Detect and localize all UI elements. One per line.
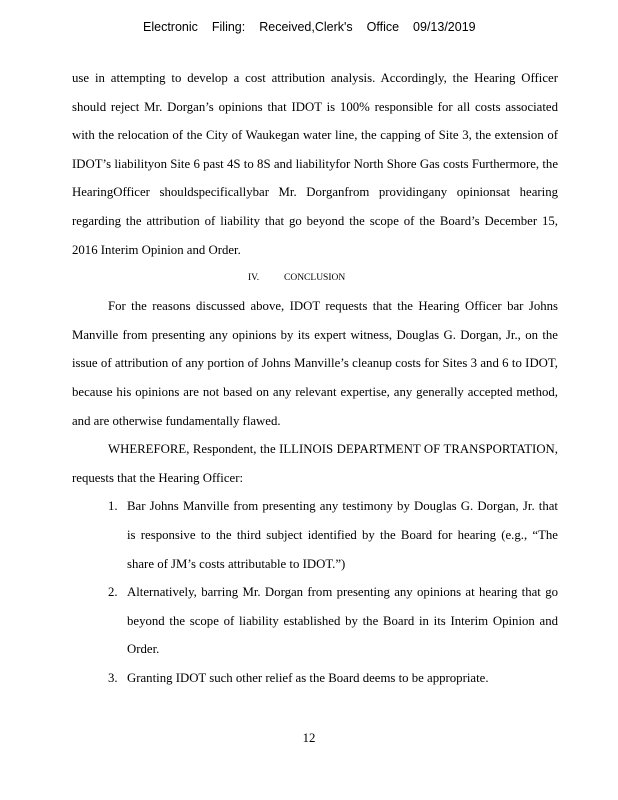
filing-stamp-header bbox=[143, 20, 476, 34]
page-number: 12 bbox=[302, 731, 316, 745]
request-marker: 2. bbox=[108, 585, 118, 600]
section-title: CONCLUSION bbox=[284, 273, 346, 284]
document-body bbox=[72, 64, 558, 692]
request-marker: 1. bbox=[108, 499, 118, 514]
request-marker: 3. bbox=[108, 670, 118, 685]
request-item bbox=[72, 492, 558, 578]
request-item bbox=[72, 578, 558, 664]
request-text: Alternatively, barring Mr. Dorgan from presenting any opinions at hearing that go beyond the scope of liability established by the Board in its Interim Opinion and Order. bbox=[127, 585, 558, 657]
header-office: Office bbox=[366, 20, 400, 34]
header-electronic: Electronic bbox=[143, 20, 198, 34]
header-filing: Filing: bbox=[211, 20, 246, 34]
header-received-clerks: Received,Clerk's bbox=[259, 20, 353, 34]
request-list bbox=[72, 492, 558, 692]
request-text: Bar Johns Manville from presenting any testimony by Douglas G. Dorgan, Jr. that is responsive to the third subject identified by the Board for hearing (e.g., “The share of JM’s costs attributable to IDOT.”) bbox=[127, 499, 558, 571]
section-heading bbox=[72, 264, 558, 292]
conclusion-paragraph: For the reasons discussed above, IDOT requests that the Hearing Officer bar Johns Manville from presenting any opinions by its expert witness, Douglas G. Dorgan, Jr., on the issue of attribution of any portion of Johns Manville’s cleanup costs for Sites 3 and 6 to IDOT, because his opinions are not based on any relevant expertise, any generally accepted method, and are otherwise fundamentally flawed. bbox=[72, 299, 558, 428]
section-number: IV. bbox=[248, 273, 260, 284]
header-date: 09/13/2019 bbox=[413, 20, 476, 34]
wherefore-paragraph: WHEREFORE, Respondent, the ILLINOIS DEPARTMENT OF TRANSPORTATION, requests that the Hearing Officer: bbox=[72, 442, 558, 485]
request-item bbox=[72, 664, 558, 693]
continuation-paragraph: use in attempting to develop a cost attribution analysis. Accordingly, the Hearing Officer should reject Mr. Dorgan’s opinions that IDOT is 100% responsible for all costs associated with the relocation of the City of Waukegan water line, the capping of Site 3, the extension of IDOT’s liabilityon Site 6 past 4S to 8S and liabilityfor North Shore Gas costs Furthermore, the HearingOfficer shouldspecificallybar Mr. Dorganfrom providingany opinionsat hearing regarding the attribution of liability that go beyond the scope of the Board’s December 15, 2016 Interim Opinion and Order. bbox=[72, 71, 558, 257]
request-text: Granting IDOT such other relief as the Board deems to be appropriate. bbox=[127, 670, 489, 685]
